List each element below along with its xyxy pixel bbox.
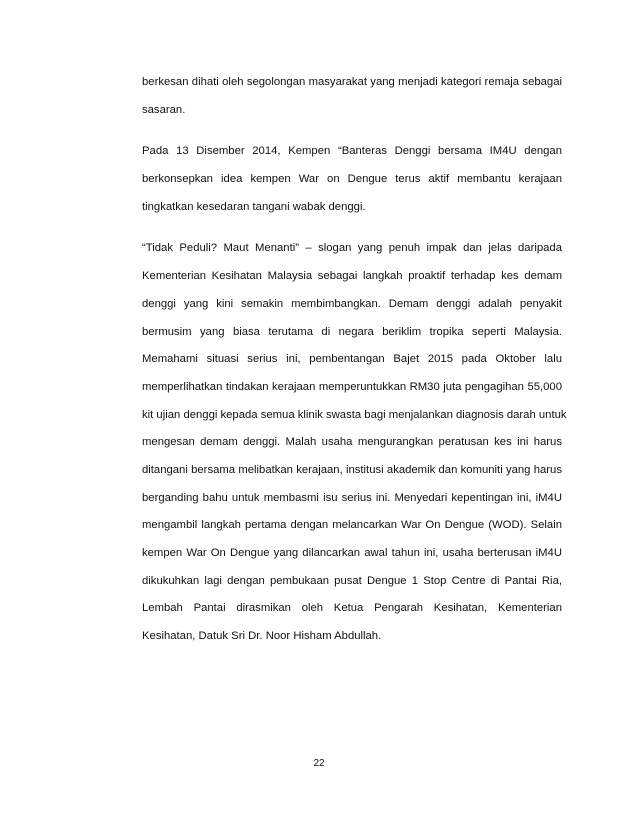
text-line: kit ujian denggi kepada semua klinik swasta bagi menjalankan diagnosis darah untuk [142,408,567,421]
text-line: sasaran. [142,103,186,116]
text-line: mengesan demam denggi. Malah usaha mengurangkan peratusan kes ini harus [142,436,562,449]
text-line: berkonsepkan idea kempen War on Dengue terus aktif membantu kerajaan [142,173,562,186]
text-line: memperlihatkan tindakan kerajaan memperuntukkan RM30 juta pengagihan 55,000 [142,380,562,393]
text-line: denggi yang kini semakin membimbangkan. Demam denggi adalah penyakit [142,297,562,310]
body-text [142,69,567,651]
text-line: mengambil langkah pertama dengan melancarkan War On Dengue (WOD). Selain [142,519,562,532]
paragraph [142,235,567,650]
text-line: bermusim yang biasa terutama di negara beriklim tropika seperti Malaysia. [142,325,562,338]
text-line: Lembah Pantai dirasmikan oleh Ketua Pengarah Kesihatan, Kementerian [142,602,562,615]
paragraph-gap [142,124,562,138]
text-line: “Tidak Peduli? Maut Menanti” – slogan yang penuh impak dan jelas daripada [142,242,562,255]
text-line: Kesihatan, Datuk Sri Dr. Noor Hisham Abdullah. [142,630,382,643]
text-line: berkesan dihati oleh segolongan masyarakat yang menjadi kategori remaja sebagai [142,76,562,88]
text-line: ditangani bersama melibatkan kerajaan, institusi akademik dan komuniti yang harus [142,463,562,476]
text-line: Memahami situasi serius ini, pembentangan Bajet 2015 pada Oktober lalu [142,353,562,366]
paragraph-gap [142,221,562,235]
paragraph [142,138,562,221]
text-line: Pada 13 Disember 2014, Kempen “Banteras Denggi bersama IM4U dengan [142,145,562,158]
paragraph [142,69,562,124]
page-number: 22 [313,758,325,769]
text-line: berganding bahu untuk membasmi isu serius ini. Menyedari kepentingan ini, iM4U [142,491,562,504]
text-line: kempen War On Dengue yang dilancarkan awal tahun ini, usaha berterusan iM4U [142,547,562,559]
text-line: dikukuhkan lagi dengan pembukaan pusat Dengue 1 Stop Centre di Pantai Ria, [142,574,562,587]
text-line: Kementerian Kesihatan Malaysia sebagai langkah proaktif terhadap kes demam [142,270,562,283]
text-line: tingkatkan kesedaran tangani wabak denggi. [142,200,366,213]
